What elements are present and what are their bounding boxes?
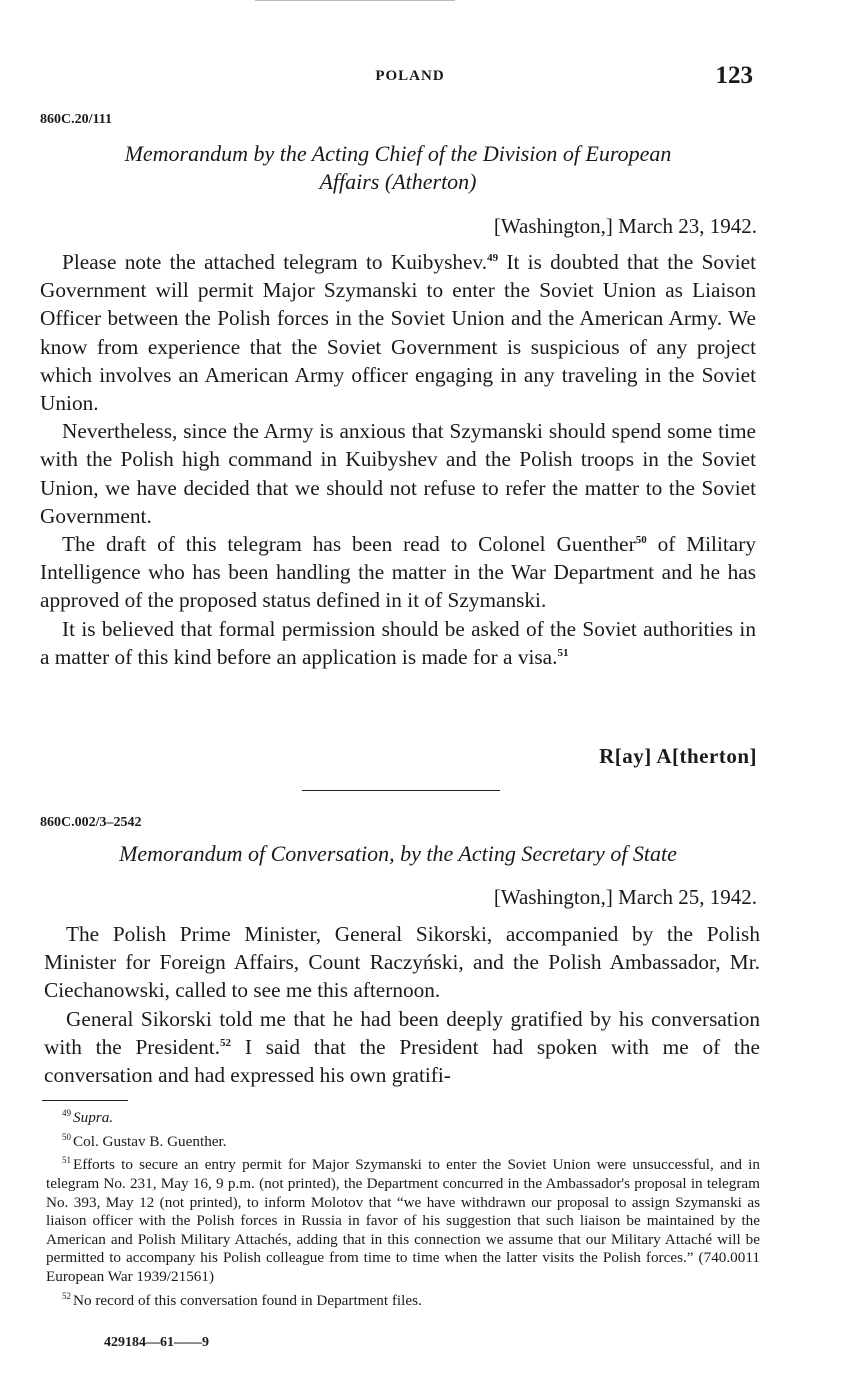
footnote-mark: 49 [62, 1108, 71, 1118]
doc1-paragraph-4: It is believed that formal permission should be asked of the Soviet authorities in a matter of this kind before an application is made for a visa.$^{51}$ [40, 616, 756, 669]
footnote-mark: 50 [62, 1131, 71, 1142]
running-head-title: POLAND [375, 68, 445, 84]
doc1-paragraph-2: Nevertheless, since the Army is anxious that Szymanski should spend some time with the Polish high command in Kuibyshev and the Polish troops in the Soviet Union, we have decided that we should not refuse to refer the matter to the Soviet Government. [40, 419, 756, 528]
footnote-52: $^{52}$ No record of this conversation found in Department files. [62, 1290, 422, 1309]
doc2-paragraph-1: The Polish Prime Minister, General Sikorski, accompanied by the Polish Minister for Foreign Affairs, Count Raczyński, and the Polish Ambassador, Mr. Ciechanowski, called to see me this afternoon. [44, 922, 760, 1003]
doc1-body [40, 248, 756, 671]
doc1-dateline: [Washington,] March 23, 1942. [493, 214, 757, 238]
footnote-rule [42, 1100, 128, 1101]
doc2-file-number: 860C.002/3–2542 [40, 815, 142, 830]
doc1-title-line2: Affairs (Atherton) [319, 169, 477, 194]
doc2-title: Memorandum of Conversation, by the Acting Secretary of State [119, 841, 677, 866]
doc1-title [40, 140, 756, 196]
footnote-ref-50[interactable]: 50 [635, 533, 647, 546]
top-rule [255, 0, 455, 1]
running-head [0, 64, 857, 94]
footnote-mark: 52 [62, 1290, 71, 1301]
doc2-paragraph-2: General Sikorski told me that he had been deeply gratified by his conversation with the President.$^{52}$ I said that the President had spoken with me of the conversation and had expressed his own gratifi- [44, 1006, 760, 1088]
footnote-ref-51[interactable]: 51 [557, 646, 569, 659]
doc1-signature: R[ay] A[therton] [599, 744, 757, 768]
section-separator [302, 790, 500, 791]
footnote-51: $^{51}$ Efforts to secure an entry permit for Major Szymanski to enter the Soviet Union were unsuccessful, and in telegram No. 231, May 16, 9 p.m. (not printed), the Department concurred in the Ambassador's proposal in telegram No. 393, May 12 (not printed), to inform Molotov that “we have withdrawn our proposal to assign Szymanski as liaison officer with the Polish forces in Russia in favor of his suggestion that such liaison be maintained by the American and Polish Military Attachés, adding that in this connection we assume that our Military Attaché will be permitted to accompany his Polish colleague from time to time when the latter visits the Polish forces.” (740.0011 European War 1939/21561) [46, 1155, 760, 1285]
doc2-body [44, 920, 760, 1089]
footnote-mark: 51 [62, 1155, 71, 1166]
page-number: 123 [715, 62, 753, 89]
footnote-ref-49[interactable]: 49 [487, 251, 499, 264]
doc1-paragraph-1: Please note the attached telegram to Kuibyshev.$^{49}$ It is doubted that the Soviet Government will permit Major Szymanski to enter the Soviet Union as Liaison Officer between the Polish forces in the Soviet Union and the American Army. We know from experience that the Soviet Government is suspicious of any project which involves an American Army officer engaging in any traveling in the Soviet Union. [40, 250, 757, 416]
print-code: 429184—61——9 [104, 1335, 209, 1350]
doc2-dateline: [Washington,] March 25, 1942. [493, 885, 757, 909]
footnote-49: $^{49}$ Supra. [62, 1108, 114, 1127]
doc1-title-line1: Memorandum by the Acting Chief of the Division of European [124, 141, 672, 166]
footnotes [46, 1104, 760, 1310]
doc1-file-number: 860C.20/111 [40, 112, 112, 127]
footnote-50: $^{50}$ Col. Gustav B. Guenther. [62, 1131, 227, 1150]
doc1-paragraph-3: The draft of this telegram has been read to Colonel Guenther$^{50}$ of Military Intelligence who has been handling the matter in the War Department and he has approved of the proposed status defined in it of Szymanski. [40, 532, 757, 613]
footnote-ref-52[interactable]: 52 [220, 1036, 232, 1049]
